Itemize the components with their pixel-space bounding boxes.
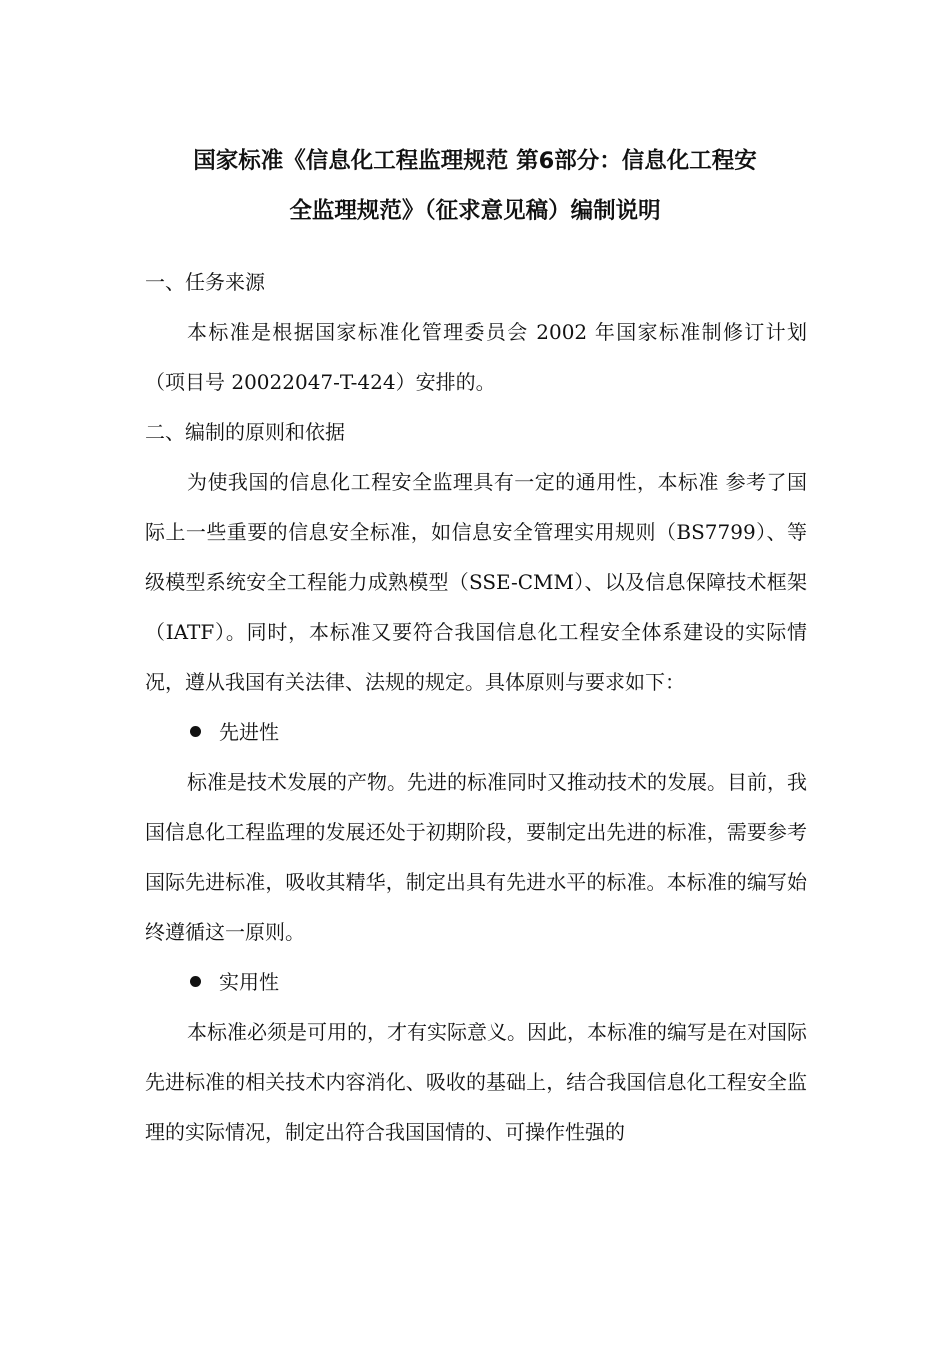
bullet-dot-icon xyxy=(190,726,201,737)
paragraph-advanced: 标准是技术发展的产物。先进的标准同时又推动技术的发展。目前，我国信息化工程监理的发展还处于初期阶段，要制定出先进的标准，需要参考国际先进标准，吸收其精华，制定出具有先进水平的标准。本标准的编写始终遵循这一原则。 xyxy=(145,770,807,944)
bullet-label-advanced: 先进性 xyxy=(219,720,279,744)
document-body xyxy=(145,257,807,1157)
paragraph-practical: 本标准必须是可用的，才有实际意义。因此，本标准的编写是在对国际先进标准的相关技术内容消化、吸收的基础上，结合我国信息化工程安全监理的实际情况，制定出符合我国国情的、可操作性强的 xyxy=(145,1020,807,1144)
bullet-dot-icon xyxy=(190,976,201,987)
section-heading-principles: 二、编制的原则和依据 xyxy=(145,420,345,444)
document-title-line-1: 国家标准《信息化工程监理规范 第6部分：信息化工程安 xyxy=(193,148,757,174)
section-heading-task-source: 一、任务来源 xyxy=(145,270,265,294)
bullet-item-practical xyxy=(145,957,807,1007)
paragraph-task-source: 本标准是根据国家标准化管理委员会 2002 年国家标准制修订计划（项目号 20022047-T-424）安排的。 xyxy=(145,320,807,394)
paragraph-principles: 为使我国的信息化工程安全监理具有一定的通用性，本标准 参考了国际上一些重要的信息安全标准，如信息安全管理实用规则（BS7799）、等级模型系统安全工程能力成熟模型（SSE-CMM）、以及信息保障技术框架（IATF）。同时，本标准又要符合我国信息化工程安全体系建设的实际情况，遵从我国有关法律、法规的规定。具体原则与要求如下： xyxy=(145,470,807,694)
bullet-item-advanced xyxy=(145,707,807,757)
bullet-label-practical: 实用性 xyxy=(219,970,279,994)
document-title-line-2: 全监理规范》（征求意见稿）编制说明 xyxy=(289,198,661,224)
